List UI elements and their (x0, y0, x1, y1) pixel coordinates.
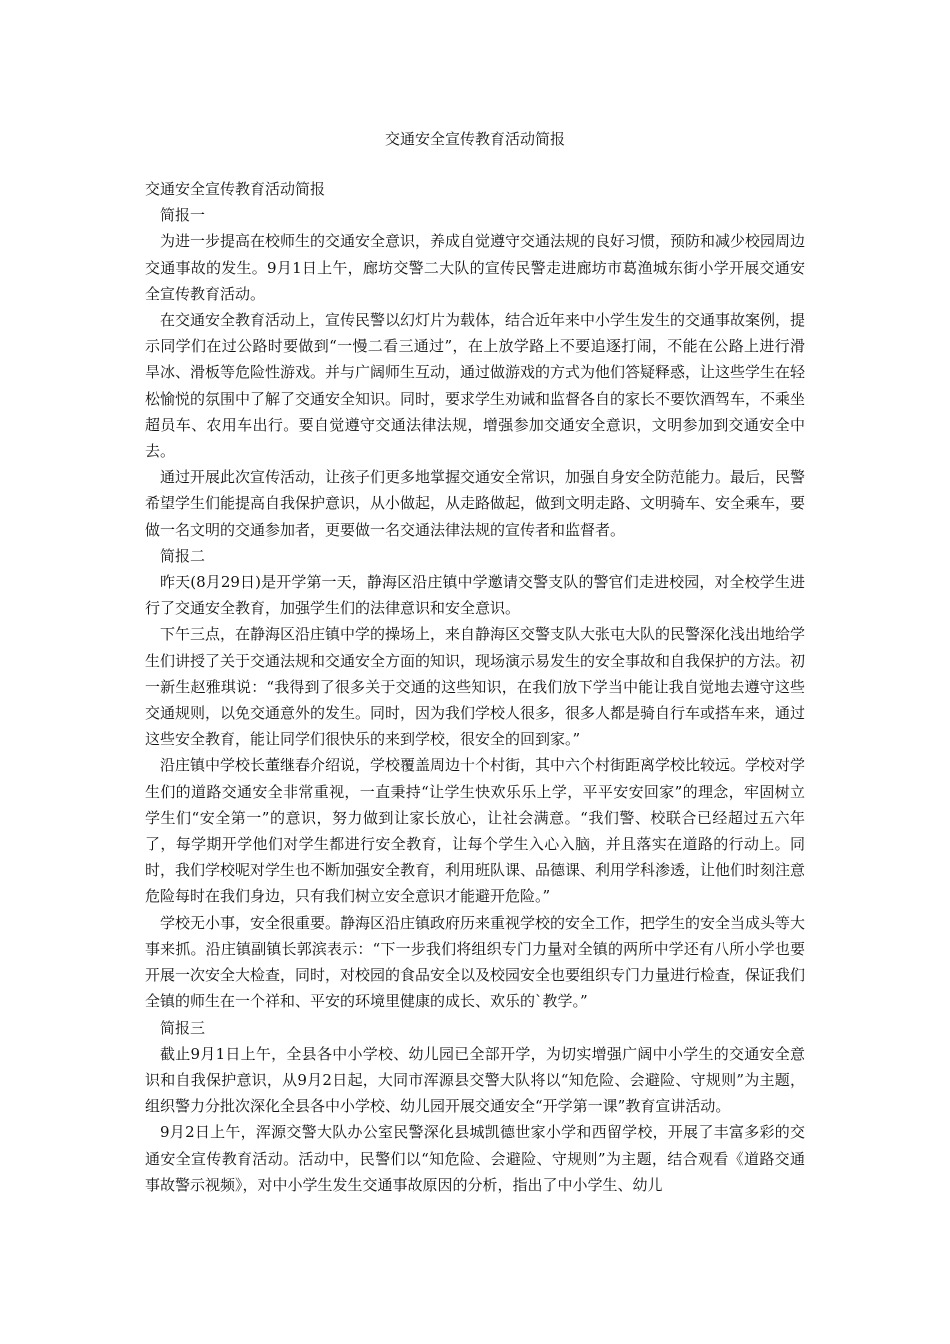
paragraph: 为进一步提高在校师生的交通安全意识，养成自觉遵守交通法规的良好习惯，预防和减少校园周边交通事故的发生。9月1日上午，廊坊交警二大队的宣传民警走进廊坊市葛渔城东街小学开展交通安全宣传教育活动。 (145, 232, 806, 303)
paragraph: 下午三点，在静海区沿庄镇中学的操场上，来自静海区交警支队大张屯大队的民警深化浅出地给学生们讲授了关于交通法规和交通安全方面的知识，现场演示易发生的安全事故和自我保护的方法。初一新生赵雅琪说：“我得到了很多关于交通的这些知识，在我们放下学当中能让我自觉地去遵守这些交通规则，以免交通意外的发生。同时，因为我们学校人很多，很多人都是骑自行车或搭车来，通过这些安全教育，能让同学们很快乐的来到学校，很安全的回到家。” (145, 625, 806, 749)
paragraph: 截止9月1日上午，全县各中小学校、幼儿园已全部开学，为切实增强广阔中小学生的交通安全意识和自我保护意识，从9月2日起，大同市浑源县交警大队将以“知危险、会避险、守规则”为主题，组织警力分批次深化全县各中小学校、幼儿园开展交通安全“开学第一课”教育宣讲活动。 (145, 1044, 805, 1116)
document-title: 交通安全宣传教育活动简报 (384, 130, 565, 148)
section-heading-1: 简报一 (160, 206, 206, 225)
paragraph: 在交通安全教育活动上，宣传民警以幻灯片为载体，结合近年来中小学生发生的交通事故案例，提示同学们在过公路时要做到“一慢二看三通过”，在上放学路上不要追逐打闹，不能在公路上进行滑旱冰、滑板等危险性游戏。并与广阔师生互动，通过做游戏的方式为他们答疑释惑，让这些学生在轻松愉悦的氛围中了解了交通安全知识。同时，要求学生劝诫和监督各自的家长不要饮酒驾车，不乘坐超员车、农用车出行。要自觉遵守交通法律法规，增强参加交通安全意识，文明参加到交通安全中去。 (145, 311, 806, 461)
paragraph: 学校无小事，安全很重要。静海区沿庄镇政府历来重视学校的安全工作，把学生的安全当成头等大事来抓。沿庄镇副镇长郭滨表示：“下一步我们将组织专门力量对全镇的两所中学还有八所小学也要开展一次安全大检查，同时，对校园的食品安全以及校园安全也要组织专门力量进行检查，保证我们全镇的师生在一个祥和、平安的环境里健康的成长、欢乐的`教学。” (145, 913, 806, 1011)
paragraph: 9月2日上午，浑源交警大队办公室民警深化县城凯德世家小学和西留学校，开展了丰富多彩的交通安全宣传教育活动。活动中，民警们以“知危险、会避险、守规则”为主题，结合观看《道路交通事故警示视频》，对中小学生发生交通事故原因的分析，指出了中小学生、幼儿 (145, 1123, 805, 1194)
document-body (145, 176, 805, 1198)
document-subtitle: 交通安全宣传教育活动简报 (145, 180, 326, 198)
paragraph: 昨天(8月29日)是开学第一天，静海区沿庄镇中学邀请交警支队的警官们走进校园，对全校学生进行了交通安全教育，加强学生们的法律意识和安全意识。 (145, 573, 805, 618)
section-heading-3: 简报三 (160, 1018, 206, 1037)
section-heading-2: 简报二 (160, 546, 206, 565)
paragraph: 沿庄镇中学校长董继春介绍说，学校覆盖周边十个村街，其中六个村街距离学校比较远。学校对学生们的道路交通安全非常重视，一直秉持“让学生快欢乐乐上学，平平安安回家”的理念，牢固树立学生们“安全第一”的意识，努力做到让家长放心，让社会满意。“我们警、校联合已经超过五六年了，每学期开学他们对学生都进行安全教育，让每个学生入心入脑，并且落实在道路的行动上。同时，我们学校呢对学生也不断加强安全教育，利用班队课、品德课、利用学科渗透，让他们时刻注意危险每时在我们身边，只有我们树立安全意识才能避开危险。” (145, 756, 806, 906)
paragraph: 通过开展此次宣传活动，让孩子们更多地掌握交通安全常识，加强自身安全防范能力。最后，民警希望学生们能提高自我保护意识，从小做起，从走路做起，做到文明走路、文明骑车、安全乘车，要做一名文明的交通参加者，更要做一名交通法律法规的宣传者和监督者。 (145, 468, 806, 539)
